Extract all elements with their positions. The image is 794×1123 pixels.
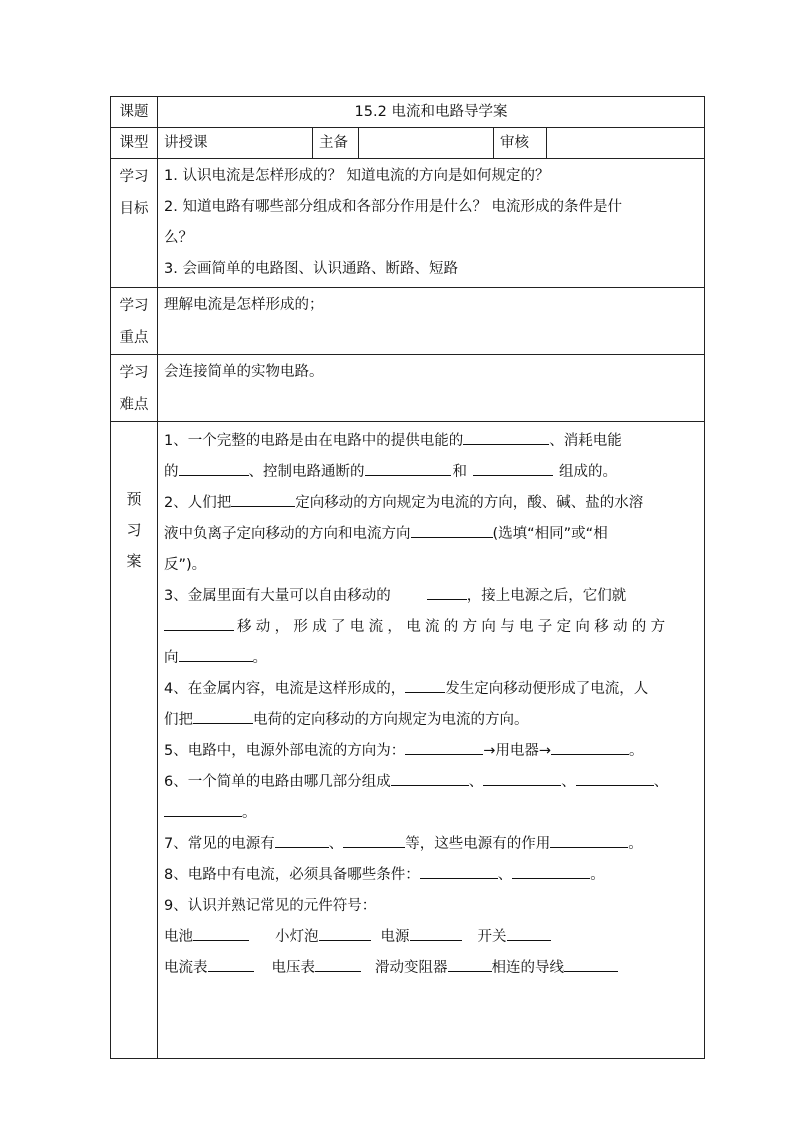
question-4-line1 — [164, 674, 698, 705]
q2-text: (选填“相同”或“相 — [492, 526, 608, 542]
preview-label-char: 案 — [126, 552, 142, 570]
q3-text: 3、金属里面有大量可以自由移动的 — [164, 588, 391, 604]
answer-blank[interactable] — [473, 460, 553, 476]
q7-text: 等，这些电源有的作用 — [405, 836, 551, 852]
course-title: 15.2 电流和电路导学案 — [158, 97, 705, 128]
preview-label-char: 预 — [126, 490, 142, 508]
answer-blank[interactable] — [405, 739, 483, 755]
answer-blank[interactable] — [193, 925, 249, 941]
q6-text: 6、一个简单的电路由哪几部分组成 — [164, 774, 391, 790]
q4-text: 们把 — [164, 712, 193, 728]
answer-blank[interactable] — [343, 832, 405, 848]
preview-row — [111, 422, 705, 1059]
question-1-line2 — [164, 457, 698, 488]
symbol-label-bulb: 小灯泡 — [275, 929, 319, 945]
q5-text: 。 — [629, 743, 644, 759]
q6-text: 、 — [561, 774, 576, 790]
question-6-line1 — [164, 767, 698, 798]
answer-blank[interactable] — [420, 863, 498, 879]
goal-item: 1. 认识电流是怎样形成的？ 知道电流的方向是如何规定的？ — [164, 168, 550, 184]
q1-text: 、控制电路通断的 — [248, 464, 365, 480]
q4-text: 4、在金属内容，电流是这样形成的， — [164, 681, 406, 697]
goal-item: 3. 会画简单的电路图、认识通路、断路、短路 — [164, 261, 458, 277]
question-3-line3 — [164, 643, 698, 674]
course-row — [111, 97, 705, 128]
symbol-label-connected-wires: 相连的导线 — [491, 960, 564, 976]
q6-text: 。 — [242, 805, 257, 821]
key-points-label-line2: 重点 — [119, 330, 149, 346]
lesson-type-value: 讲授课 — [158, 128, 313, 159]
question-3-line1 — [164, 581, 698, 612]
question-5 — [164, 736, 698, 767]
answer-blank[interactable] — [576, 770, 654, 786]
answer-blank[interactable] — [410, 925, 462, 941]
q3-text: 移动，形成了电流，电流的方向与电子定向移动的方 — [237, 619, 670, 635]
q8-text: 、 — [497, 867, 513, 883]
question-2-line2 — [164, 519, 698, 550]
goal-item: 么？ — [164, 230, 193, 246]
question-3-line2 — [164, 612, 698, 643]
question-1-line1 — [164, 426, 698, 457]
q6-text: 、 — [468, 774, 484, 790]
question-7 — [164, 829, 698, 860]
review-label: 审核 — [494, 128, 547, 159]
key-points-label — [111, 288, 158, 355]
q4-text: 发生定向移动便形成了电流，人 — [445, 681, 649, 697]
answer-blank[interactable] — [550, 832, 628, 848]
preview-label — [111, 422, 158, 1059]
goal-item: 2. 知道电路有哪些部分组成和各部分作用是什么？ 电流形成的条件是什 — [164, 199, 623, 215]
answer-blank[interactable] — [179, 460, 249, 476]
lesson-type-row — [111, 128, 705, 159]
difficulties-label-line1: 学习 — [119, 365, 149, 381]
q1-text: 1、一个完整的电路是由在电路中的提供电能的 — [164, 433, 464, 449]
answer-blank[interactable] — [231, 491, 295, 507]
q6-text: 、 — [653, 774, 669, 790]
symbol-label-battery: 电池 — [164, 929, 193, 945]
answer-blank[interactable] — [319, 925, 371, 941]
question-2-line1 — [164, 488, 698, 519]
symbol-label-power-source: 电源 — [380, 929, 410, 945]
prep-label: 主备 — [313, 128, 359, 159]
difficulties-label-line2: 难点 — [119, 397, 149, 413]
difficulties-row — [111, 355, 705, 422]
learning-goals-label-line2: 目标 — [119, 201, 149, 217]
question-2-line3 — [164, 550, 698, 581]
q1-text: 的 — [164, 464, 179, 480]
q7-text: 7、常见的电源有 — [164, 836, 275, 852]
difficulties-content: 会连接简单的实物电路。 — [158, 355, 705, 422]
answer-blank[interactable] — [463, 429, 549, 445]
answer-blank[interactable] — [512, 863, 590, 879]
symbols-row-1 — [164, 922, 698, 953]
answer-blank[interactable] — [208, 956, 254, 972]
symbol-label-ammeter: 电流表 — [164, 960, 208, 976]
symbol-label-voltmeter: 电压表 — [271, 960, 315, 976]
preview-label-char: 习 — [126, 521, 142, 539]
answer-blank[interactable] — [551, 739, 629, 755]
q3-text: 。 — [252, 650, 267, 666]
q5-text: 5、电路中，电源外部电流的方向为： — [164, 743, 406, 759]
question-4-line2 — [164, 705, 698, 736]
key-points-row — [111, 288, 705, 355]
answer-blank[interactable] — [315, 956, 361, 972]
course-label: 课题 — [111, 97, 158, 128]
q7-text: 。 — [628, 836, 643, 852]
key-points-label-line1: 学习 — [119, 298, 149, 314]
prep-value-field[interactable] — [359, 128, 494, 159]
question-8 — [164, 860, 698, 891]
review-value-field[interactable] — [547, 128, 705, 159]
symbol-label-rheostat: 滑动变阻器 — [375, 960, 448, 976]
answer-blank[interactable] — [179, 646, 253, 662]
answer-blank[interactable] — [391, 770, 469, 786]
arrow-right-icon: → — [483, 743, 496, 759]
q8-text: 8、电路中有电流，必须具备哪些条件： — [164, 867, 420, 883]
question-6-line2 — [164, 798, 698, 829]
answer-blank[interactable] — [507, 925, 551, 941]
question-9: 9、认识并熟记常见的元件符号： — [164, 898, 377, 914]
answer-blank[interactable] — [564, 956, 618, 972]
q5-text: 用电器 — [495, 743, 539, 759]
answer-blank[interactable] — [164, 615, 234, 631]
answer-blank[interactable] — [164, 801, 242, 817]
q1-text: 、消耗电能 — [549, 433, 622, 449]
q8-text: 。 — [590, 867, 605, 883]
answer-blank[interactable] — [483, 770, 561, 786]
answer-blank[interactable] — [193, 708, 253, 724]
symbol-label-switch: 开关 — [477, 929, 507, 945]
q2-text: 反”)。 — [164, 557, 207, 573]
arrow-right-icon: → — [538, 743, 552, 759]
q1-text: 和 — [452, 464, 467, 480]
q4-text: 电荷的定向移动的方向规定为电流的方向。 — [253, 712, 529, 728]
q1-text: 组成的。 — [559, 464, 617, 480]
q2-text: 2、人们把 — [164, 495, 232, 511]
q2-text: 定向移动的方向规定为电流的方向，酸、碱、盐的水溶 — [295, 495, 644, 511]
study-guide-table — [110, 96, 705, 1059]
learning-goals-label-line1: 学习 — [119, 169, 149, 185]
learning-goals-label — [111, 159, 158, 288]
study-guide-sheet — [110, 96, 704, 1059]
learning-goals-content — [158, 159, 705, 288]
key-points-content: 理解电流是怎样形成的； — [158, 288, 705, 355]
q7-text: 、 — [328, 836, 344, 852]
answer-blank[interactable] — [427, 584, 467, 600]
lesson-type-label: 课型 — [111, 128, 158, 159]
answer-blank[interactable] — [448, 956, 492, 972]
answer-blank[interactable] — [365, 460, 451, 476]
q2-text: 液中负离子定向移动的方向和电流方向 — [164, 526, 411, 542]
difficulties-label — [111, 355, 158, 422]
learning-goals-row — [111, 159, 705, 288]
answer-blank[interactable] — [405, 677, 445, 693]
q3-text: 向 — [164, 650, 179, 666]
answer-blank[interactable] — [411, 522, 493, 538]
symbols-row-2 — [164, 953, 698, 984]
preview-content — [158, 422, 705, 1059]
answer-blank[interactable] — [275, 832, 329, 848]
q3-text: ，接上电源之后，它们就 — [466, 588, 627, 604]
